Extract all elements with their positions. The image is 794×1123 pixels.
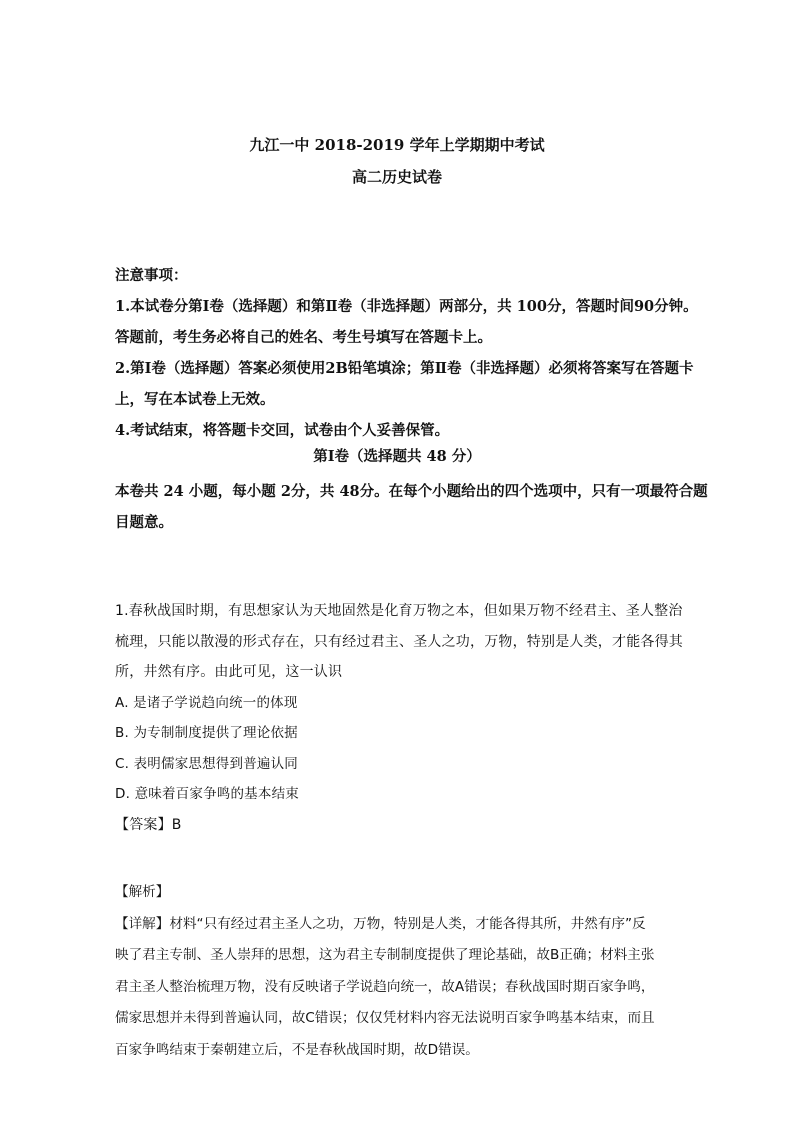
section-title: 第Ⅰ卷（选择题共 48 分） bbox=[313, 448, 481, 465]
analysis-block bbox=[115, 877, 690, 1066]
notes-line: 1.本试卷分第Ⅰ卷（选择题）和第Ⅱ卷（非选择题）两部分，共 100分，答题时间90分钟。 bbox=[115, 298, 698, 315]
option-a: A. 是诸子学说趋向统一的体现 bbox=[115, 694, 298, 711]
notes-line: 2.第Ⅰ卷（选择题）答案必须使用2B铅笔填涂；第Ⅱ卷（非选择题）必须将答案写在答题卡 bbox=[115, 360, 694, 377]
answer-label: 【答案】B bbox=[115, 816, 182, 833]
analysis-heading: 【解析】 bbox=[115, 884, 170, 900]
option-c: C. 表明儒家思想得到普遍认同 bbox=[115, 755, 299, 772]
detail-line: 君主圣人整治梳理万物，没有反映诸子学说趋向统一，故A错误；春秋战国时期百家争鸣， bbox=[115, 978, 655, 995]
question-1 bbox=[115, 596, 690, 840]
option-b: B. 为专制制度提供了理论依据 bbox=[115, 725, 298, 741]
notes-block bbox=[115, 260, 698, 446]
question-stem-line: 所，井然有序。由此可见，这一认识 bbox=[115, 664, 343, 680]
detail-line: 百家争鸣结束于秦朝建立后，不是春秋战国时期，故D错误。 bbox=[115, 1041, 479, 1058]
question-stem-line: 1.春秋战国时期，有思想家认为天地固然是化育万物之本，但如果万物不经君主、圣人整治 bbox=[115, 603, 683, 619]
notes-line: 4.考试结束，将答题卡交回，试卷由个人妥善保管。 bbox=[115, 422, 450, 439]
question-stem-line: 梳理，只能以散漫的形式存在，只有经过君主、圣人之功，万物，特别是人类，才能各得其 bbox=[115, 633, 683, 650]
intro-line: 目题意。 bbox=[115, 514, 173, 531]
detail-line: 儒家思想并未得到普遍认同，故C错误；仅仅凭材料内容无法说明百家争鸣基本结束，而且 bbox=[115, 1010, 655, 1026]
intro-line: 本卷共 24 小题，每小题 2分，共 48分。在每个小题给出的四个选项中，只有一项最符合题 bbox=[115, 483, 708, 500]
notes-line: 答题前，考生务必将自己的姓名、考生号填写在答题卡上。 bbox=[115, 329, 492, 346]
option-d: D. 意味着百家争鸣的基本结束 bbox=[115, 786, 299, 802]
detail-line: 【详解】材料“只有经过君主圣人之功，万物，特别是人类，才能各得其所，井然有序”反 bbox=[115, 915, 646, 932]
exam-subtitle: 高二历史试卷 bbox=[351, 168, 442, 186]
exam-title: 九江一中 2018-2019 学年上学期期中考试 bbox=[249, 136, 545, 154]
notes-line: 上，写在本试卷上无效。 bbox=[115, 391, 275, 408]
section-intro bbox=[115, 476, 708, 538]
notes-heading: 注意事项： bbox=[115, 267, 188, 284]
detail-line: 映了君主专制、圣人崇拜的思想，这为君主专制制度提供了理论基础，故B正确；材料主张 bbox=[115, 947, 655, 963]
